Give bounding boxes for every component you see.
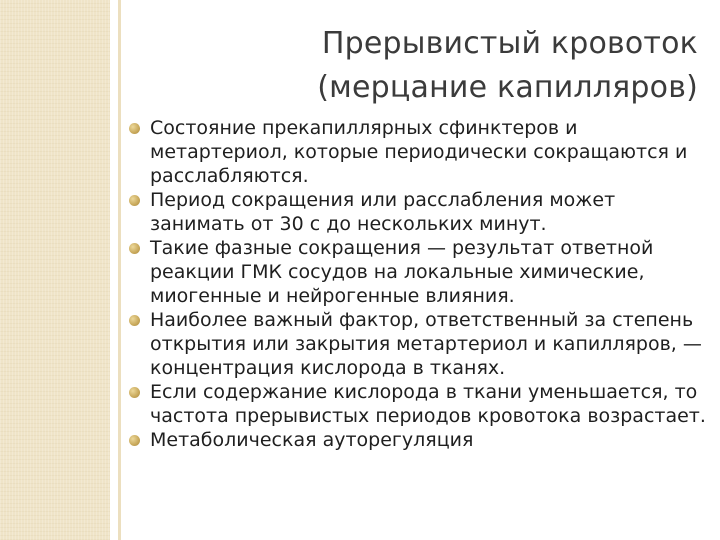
bullet-dot-icon <box>129 315 140 326</box>
bullet-dot-icon <box>129 435 140 446</box>
bullet-text: Состояние прекапиллярных сфинктеров и метартериол, которые периодически сокращаются и расслабляются. <box>150 117 688 187</box>
decorative-side-band <box>0 0 110 540</box>
bullet-item <box>128 428 706 452</box>
bullet-text: Метаболическая ауторегуляция <box>150 429 474 451</box>
bullet-text: Наиболее важный фактор, ответственный за степень открытия или закрытия метартериол и капилляров, — концентрация кислорода в тканях. <box>150 309 702 379</box>
bullet-item <box>128 380 706 428</box>
title-line-1: Прерывистый кровоток <box>321 26 698 61</box>
bullet-item <box>128 188 706 236</box>
title-line-2: (мерцание капилляров) <box>317 70 698 105</box>
bullet-dot-icon <box>129 387 140 398</box>
bullet-dot-icon <box>129 123 140 134</box>
bullet-item <box>128 116 706 188</box>
bullet-item <box>128 236 706 308</box>
bullet-text: Период сокращения или расслабления может занимать от 30 с до нескольких минут. <box>150 189 616 235</box>
bullet-dot-icon <box>129 243 140 254</box>
bullet-text: Такие фазные сокращения — результат ответной реакции ГМК сосудов на локальные химические, миогенные и нейрогенные влияния. <box>150 237 654 307</box>
decorative-divider <box>118 0 121 540</box>
bullet-text: Если содержание кислорода в ткани уменьшается, то частота прерывистых периодов кровотока возрастает. <box>150 381 706 427</box>
bullet-item <box>128 308 706 380</box>
bullet-list <box>128 116 706 452</box>
slide-title <box>250 22 698 110</box>
bullet-dot-icon <box>129 195 140 206</box>
